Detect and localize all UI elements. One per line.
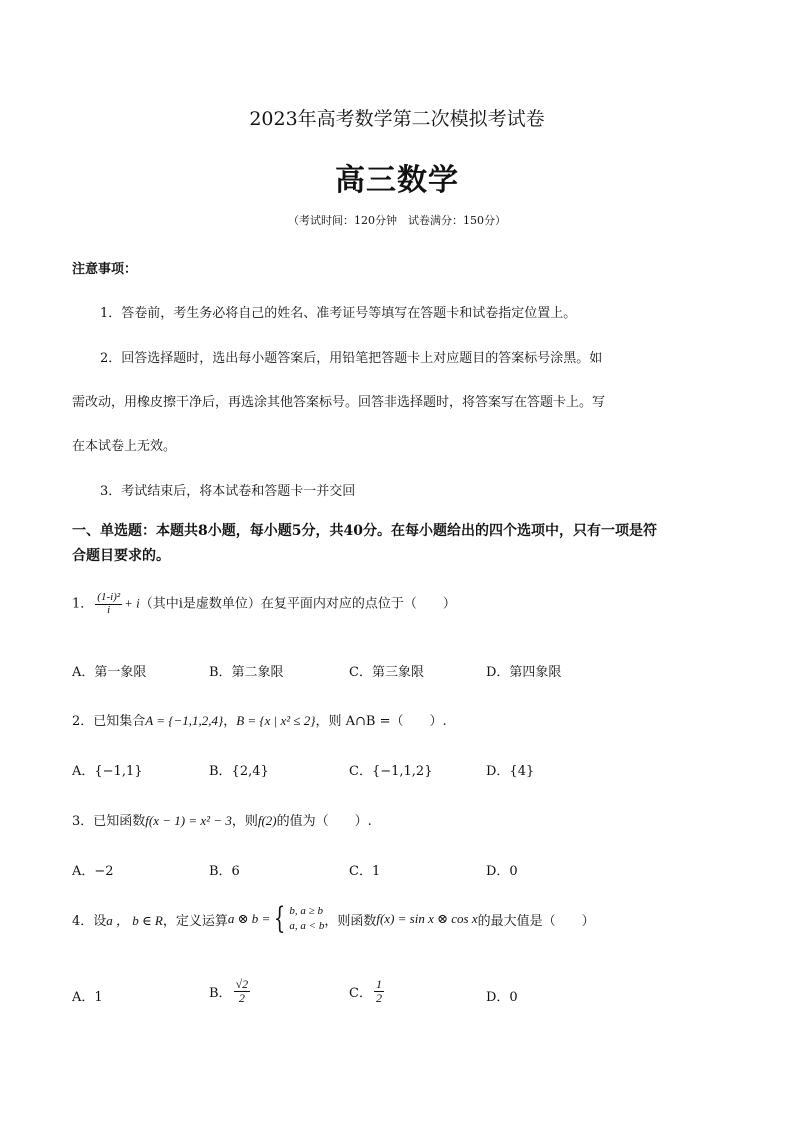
q4-option-c	[349, 978, 386, 1004]
question-3	[72, 810, 372, 829]
case-2: a, a < b	[289, 920, 325, 932]
operator-definition: a ⊗ b =	[227, 911, 271, 926]
set-b: B = {x | x² ≤ 2}	[236, 713, 316, 728]
question-text: 已知函数	[93, 814, 146, 829]
fraction-numerator: (1-i)²	[97, 591, 121, 603]
question-text: 的最大值是（ ）	[477, 913, 595, 929]
fraction	[95, 592, 122, 616]
note-item-3: 3．考试结束后，将本试卷和答题卡一并交回	[100, 484, 356, 499]
question-text: 已知集合	[93, 714, 146, 729]
comma: ，	[223, 714, 237, 729]
exam-title: 2023年高考数学第二次模拟考试卷	[249, 108, 545, 130]
expression-tail: + i	[124, 595, 140, 611]
set-a: A = {−1,1,2,4}	[145, 713, 224, 728]
fraction	[374, 978, 384, 1004]
q3-option-a: A．−2	[72, 864, 114, 879]
notes-heading: 注意事项：	[72, 262, 138, 277]
fraction-denominator: i	[107, 603, 111, 616]
question-text: ，则函数	[324, 913, 377, 929]
piecewise-cases	[289, 904, 324, 934]
piecewise-brace: { b, a ≥ b a, a < b	[274, 901, 325, 936]
note-item-2-line-2: 需改动，用橡皮擦干净后，再选涂其他答案标号。回答非选择题时，将答案写在答题卡上。写	[72, 395, 606, 410]
fraction-denominator: 2	[238, 990, 245, 1005]
function-value: f(2)	[257, 813, 277, 828]
q1-option-b: B．第二象限	[209, 665, 284, 680]
q3-option-b: B．6	[209, 864, 240, 879]
question-4	[72, 901, 595, 936]
q3-option-d: D．0	[486, 864, 518, 879]
fraction	[234, 978, 251, 1004]
q1-option-a: A．第一象限	[72, 665, 147, 680]
function-expression: f(x) = sin x ⊗ cos x	[376, 911, 478, 926]
q1-option-d: D．第四象限	[486, 665, 562, 680]
fraction-numerator: √2	[235, 977, 249, 991]
exam-info: （考试时间：120分钟 试卷满分：150分）	[288, 214, 506, 227]
q4-option-d: D．0	[486, 990, 518, 1005]
question-text: 的值为（ ）.	[276, 814, 372, 829]
function-definition: f(x − 1) = x² − 3	[145, 813, 232, 828]
fraction-numerator: 1	[375, 977, 382, 991]
question-2	[72, 710, 447, 729]
section-heading-line-1: 一、单选题：本题共8小题，每小题5分，共40分。在每小题给出的四个选项中，只有一项是符	[72, 523, 657, 539]
question-number: 2．	[72, 714, 94, 729]
note-item-1: 1．答卷前，考生务必将自己的姓名、准考证号等填写在答题卡和试卷指定位置上。	[100, 306, 577, 321]
q1-option-c: C．第三象限	[349, 665, 424, 680]
variables: a ， b ∈ R	[106, 912, 163, 928]
section-heading-line-2: 合题目要求的。	[72, 548, 170, 564]
subject-title: 高三数学	[335, 163, 459, 198]
question-text: 设	[93, 913, 107, 929]
q2-option-d: D．{4}	[486, 764, 535, 779]
q4-option-a: A．1	[72, 990, 103, 1005]
option-label: C．	[349, 985, 372, 1001]
q3-option-c: C．1	[349, 864, 381, 879]
note-item-2-line-3: 在本试卷上无效。	[72, 439, 177, 454]
q4-option-b	[209, 978, 252, 1004]
question-text: ，则 A∩B =（ ）.	[315, 714, 447, 729]
fraction-denominator: 2	[375, 990, 382, 1005]
q2-option-c: C．{−1,1,2}	[349, 764, 433, 779]
case-1: b, a ≥ b	[289, 905, 323, 918]
question-1	[72, 592, 456, 616]
note-item-2-line-1: 2．回答选择题时，选出每小题答案后，用铅笔把答题卡上对应题目的答案标号涂黑。如	[100, 351, 603, 366]
q2-option-b: B．{2,4}	[209, 764, 269, 779]
question-number: 4．	[72, 913, 94, 929]
question-text: ，定义运算	[162, 913, 228, 929]
question-number: 1．	[72, 596, 94, 612]
question-text: （其中i是虚数单位）在复平面内对应的点位于（ ）	[139, 596, 456, 612]
q2-option-a: A．{−1,1}	[72, 764, 143, 779]
question-number: 3．	[72, 814, 94, 829]
option-label: B．	[209, 985, 232, 1001]
question-text: ，则	[231, 814, 258, 829]
